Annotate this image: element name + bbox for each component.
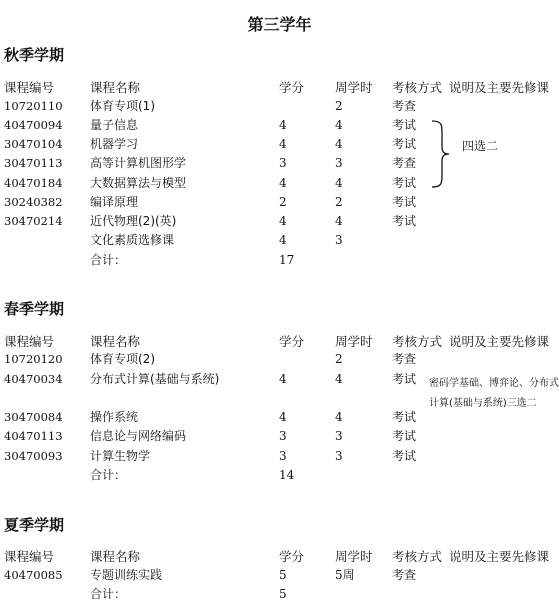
- total-label: 合计：: [90, 253, 127, 267]
- course-hours: 3: [335, 429, 343, 443]
- table-row: [0, 193, 559, 212]
- header-name: 课程名称: [90, 334, 141, 349]
- course-hours: 5周: [335, 568, 355, 582]
- header-credits: 学分: [279, 549, 305, 564]
- autumn-header-row: [0, 78, 559, 97]
- course-code: 40470113: [4, 429, 63, 443]
- course-hours: 4: [335, 214, 343, 228]
- total-credits: 14: [279, 468, 295, 482]
- header-hours: 周学时: [335, 334, 373, 349]
- header-exam: 考核方式: [392, 334, 443, 349]
- course-hours: 4: [335, 410, 343, 424]
- course-hours: 3: [335, 156, 343, 170]
- header-note: 说明及主要先修课: [449, 549, 550, 564]
- course-exam: 考试: [392, 176, 417, 190]
- table-row: [0, 154, 559, 173]
- course-exam: 考试: [392, 195, 417, 209]
- course-credits: 4: [279, 233, 287, 247]
- course-name: 专题训练实践: [90, 568, 163, 582]
- header-note: 说明及主要先修课: [449, 80, 550, 95]
- group-note: 四选二: [462, 139, 499, 153]
- course-code: 10720110: [4, 99, 63, 113]
- course-credits: 2: [279, 195, 287, 209]
- header-note: 说明及主要先修课: [449, 334, 550, 349]
- spring-total-row: [0, 466, 559, 485]
- course-code: 30470093: [4, 449, 63, 463]
- course-credits: 4: [279, 214, 287, 228]
- course-hours: 3: [335, 233, 343, 247]
- course-exam: 考查: [392, 99, 417, 113]
- course-code: 40470034: [4, 372, 63, 386]
- total-label: 合计：: [90, 468, 127, 482]
- course-name: 计算生物学: [90, 449, 151, 463]
- course-exam: 考查: [392, 352, 417, 366]
- header-code: 课程编号: [4, 334, 55, 349]
- header-name: 课程名称: [90, 549, 141, 564]
- table-row: [0, 408, 559, 427]
- course-exam: 考试: [392, 429, 417, 443]
- header-exam: 考核方式: [392, 549, 443, 564]
- course-name: 文化素质选修课: [90, 233, 175, 247]
- course-credits: 4: [279, 118, 287, 132]
- course-code: 40470094: [4, 118, 63, 132]
- prereq-note-line1: 密码学基础、博弈论、分布式: [429, 378, 559, 389]
- total-credits: 17: [279, 253, 295, 267]
- table-row: [0, 350, 559, 369]
- course-name: 量子信息: [90, 118, 139, 132]
- table-row: [0, 447, 559, 466]
- prereq-note-line2: 计算(基础与系统)三选二: [429, 398, 537, 409]
- course-exam: 考试: [392, 449, 417, 463]
- course-name: 大数据算法与模型: [90, 176, 187, 190]
- course-credits: 4: [279, 410, 287, 424]
- course-credits: 3: [279, 429, 287, 443]
- summer-total-row: [0, 585, 559, 604]
- course-exam: 考试: [392, 214, 417, 228]
- course-hours: 4: [335, 176, 343, 190]
- course-hours: 2: [335, 352, 343, 366]
- spring-header-row: [0, 332, 559, 351]
- table-row: [0, 566, 559, 585]
- course-credits: 4: [279, 176, 287, 190]
- course-exam: 考查: [392, 568, 417, 582]
- course-name: 编译原理: [90, 195, 139, 209]
- course-hours: 4: [335, 137, 343, 151]
- table-row: [0, 97, 559, 116]
- curly-brace-icon: [428, 119, 452, 189]
- course-name: 操作系统: [90, 410, 139, 424]
- course-name: 体育专项(2): [90, 352, 155, 366]
- summer-semester-title: 夏季学期: [4, 516, 65, 534]
- course-code: 30470084: [4, 410, 63, 424]
- course-name: 近代物理(2)(英): [90, 214, 177, 228]
- course-hours: 2: [335, 195, 343, 209]
- course-credits: 3: [279, 449, 287, 463]
- course-code: 10720120: [4, 352, 63, 366]
- autumn-semester-title: 秋季学期: [4, 46, 65, 64]
- header-credits: 学分: [279, 80, 305, 95]
- header-code: 课程编号: [4, 549, 55, 564]
- table-row: [0, 427, 559, 446]
- course-name: 分布式计算(基础与系统): [90, 372, 220, 386]
- course-exam: 考试: [392, 137, 417, 151]
- course-code: 40470184: [4, 176, 63, 190]
- total-label: 合计：: [90, 587, 127, 601]
- course-code: 30470113: [4, 156, 63, 170]
- course-credits: 4: [279, 137, 287, 151]
- header-hours: 周学时: [335, 549, 373, 564]
- course-code: 30240382: [4, 195, 63, 209]
- spring-semester-title: 春季学期: [4, 300, 65, 318]
- header-name: 课程名称: [90, 80, 141, 95]
- header-credits: 学分: [279, 334, 305, 349]
- header-hours: 周学时: [335, 80, 373, 95]
- course-exam: 考试: [392, 372, 417, 386]
- course-code: 30470214: [4, 214, 63, 228]
- course-exam: 考查: [392, 156, 417, 170]
- course-credits: 5: [279, 568, 287, 582]
- summer-header-row: [0, 547, 559, 566]
- course-hours: 4: [335, 372, 343, 386]
- header-exam: 考核方式: [392, 80, 443, 95]
- course-hours: 2: [335, 99, 343, 113]
- course-name: 体育专项(1): [90, 99, 155, 113]
- course-hours: 3: [335, 449, 343, 463]
- total-credits: 5: [279, 587, 287, 601]
- course-name: 信息论与网络编码: [90, 429, 187, 443]
- course-code: 40470085: [4, 568, 63, 582]
- page-title: 第三学年: [247, 15, 312, 34]
- table-row: [0, 231, 559, 250]
- table-row: [0, 174, 559, 193]
- course-name: 机器学习: [90, 137, 139, 151]
- course-credits: 4: [279, 372, 287, 386]
- course-credits: 3: [279, 156, 287, 170]
- course-code: 30470104: [4, 137, 63, 151]
- course-hours: 4: [335, 118, 343, 132]
- table-row: [0, 212, 559, 231]
- course-name: 高等计算机图形学: [90, 156, 187, 170]
- table-row: [0, 116, 559, 135]
- course-exam: 考试: [392, 410, 417, 424]
- course-exam: 考试: [392, 118, 417, 132]
- autumn-total-row: [0, 251, 559, 270]
- header-code: 课程编号: [4, 80, 55, 95]
